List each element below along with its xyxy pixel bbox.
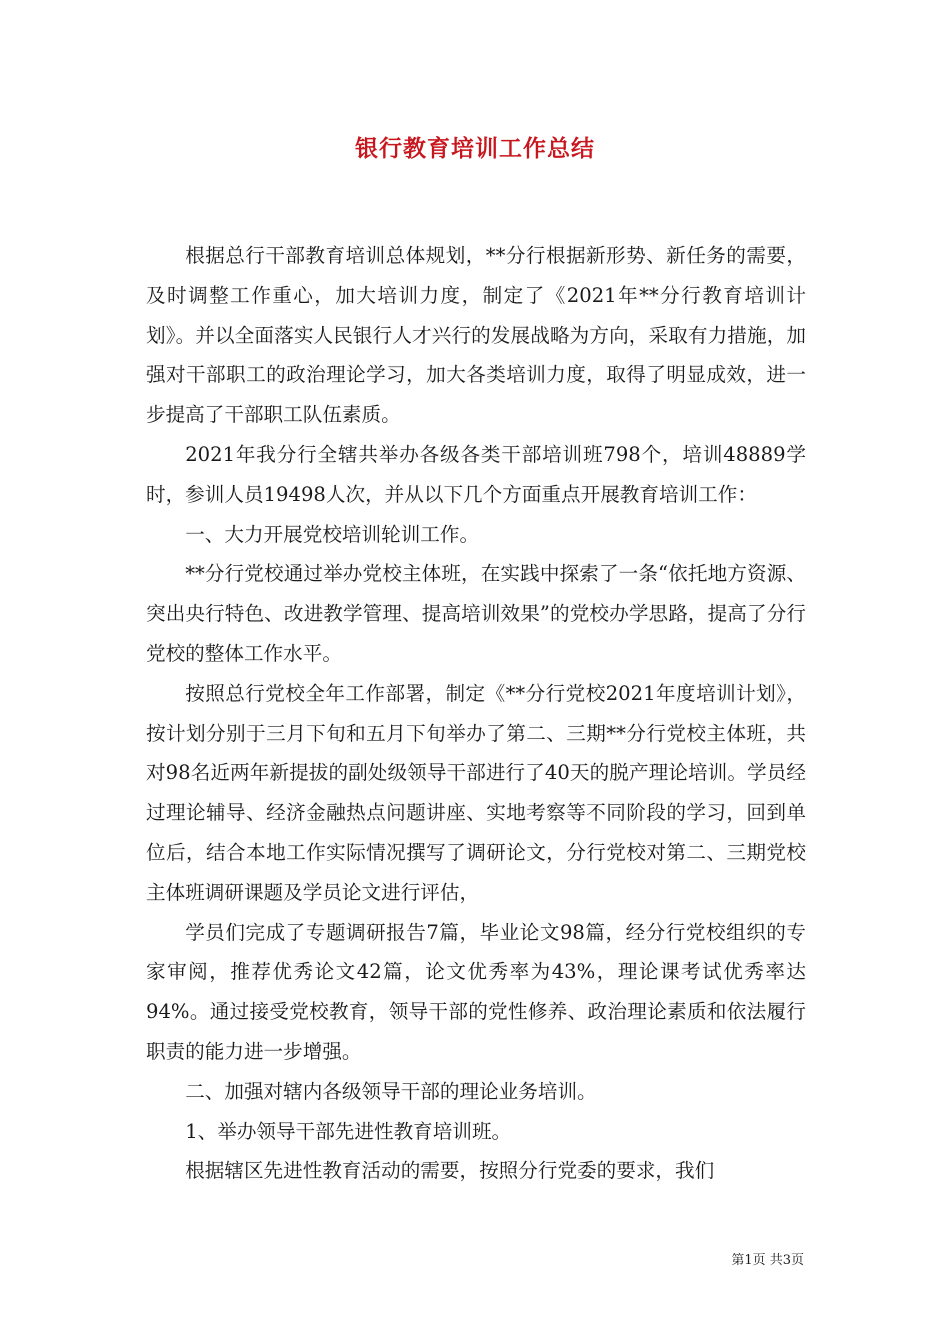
document-title: 银行教育培训工作总结: [355, 135, 595, 162]
document-body: [146, 236, 806, 1191]
paragraph-party-school: **分行党校通过举办党校主体班，在实践中探索了一条“依托地方资源、突出央行特色、改进教学管理、提高培训效果”的党校办学思路，提高了分行党校的整体工作水平。: [146, 562, 806, 665]
paragraph-student-results: 学员们完成了专题调研报告7篇，毕业论文98篇，经分行党校组织的专家审阅，推荐优秀论文42篇，论文优秀率为43%，理论课考试优秀率达94%。通过接受党校教育，领导干部的党性修养、政治理论素质和依法履行职责的能力进一步增强。: [146, 920, 806, 1063]
subsection-heading-1: 1、举办领导干部先进性教育培训班。: [185, 1119, 512, 1143]
page-number: 第1页 共3页: [731, 1253, 804, 1268]
paragraph-party-school-plan: 按照总行党校全年工作部署，制定《**分行党校2021年度培训计划》，按计划分别于三月下旬和五月下旬举办了第二、三期**分行党校主体班，共对98名近两年新提拔的副处级领导干部进行了40天的脱产理论培训。学员经过理论辅导、经济金融热点问题讲座、实地考察等不同阶段的学习，回到单位后，结合本地工作实际情况撰写了调研论文，分行党校对第二、三期党校主体班调研课题及学员论文进行评估，: [146, 681, 806, 904]
section-heading-2: 二、加强对辖内各级领导干部的理论业务培训。: [185, 1079, 597, 1103]
paragraph-advanced-education: 根据辖区先进性教育活动的需要，按照分行党委的要求，我们: [185, 1159, 715, 1183]
paragraph-intro: 根据总行干部教育培训总体规划，**分行根据新形势、新任务的需要，及时调整工作重心，加大培训力度，制定了《2021年**分行教育培训计划》。并以全面落实人民银行人才兴行的发展战略为方向，采取有力措施，加强对干部职工的政治理论学习，加大各类培训力度，取得了明显成效，进一步提高了干部职工队伍素质。: [146, 244, 806, 427]
section-heading-1: 一、大力开展党校培训轮训工作。: [185, 522, 480, 546]
paragraph-summary: 2021年我分行全辖共举办各级各类干部培训班798个，培训48889学时，参训人员19498人次，并从以下几个方面重点开展教育培训工作：: [146, 442, 806, 506]
